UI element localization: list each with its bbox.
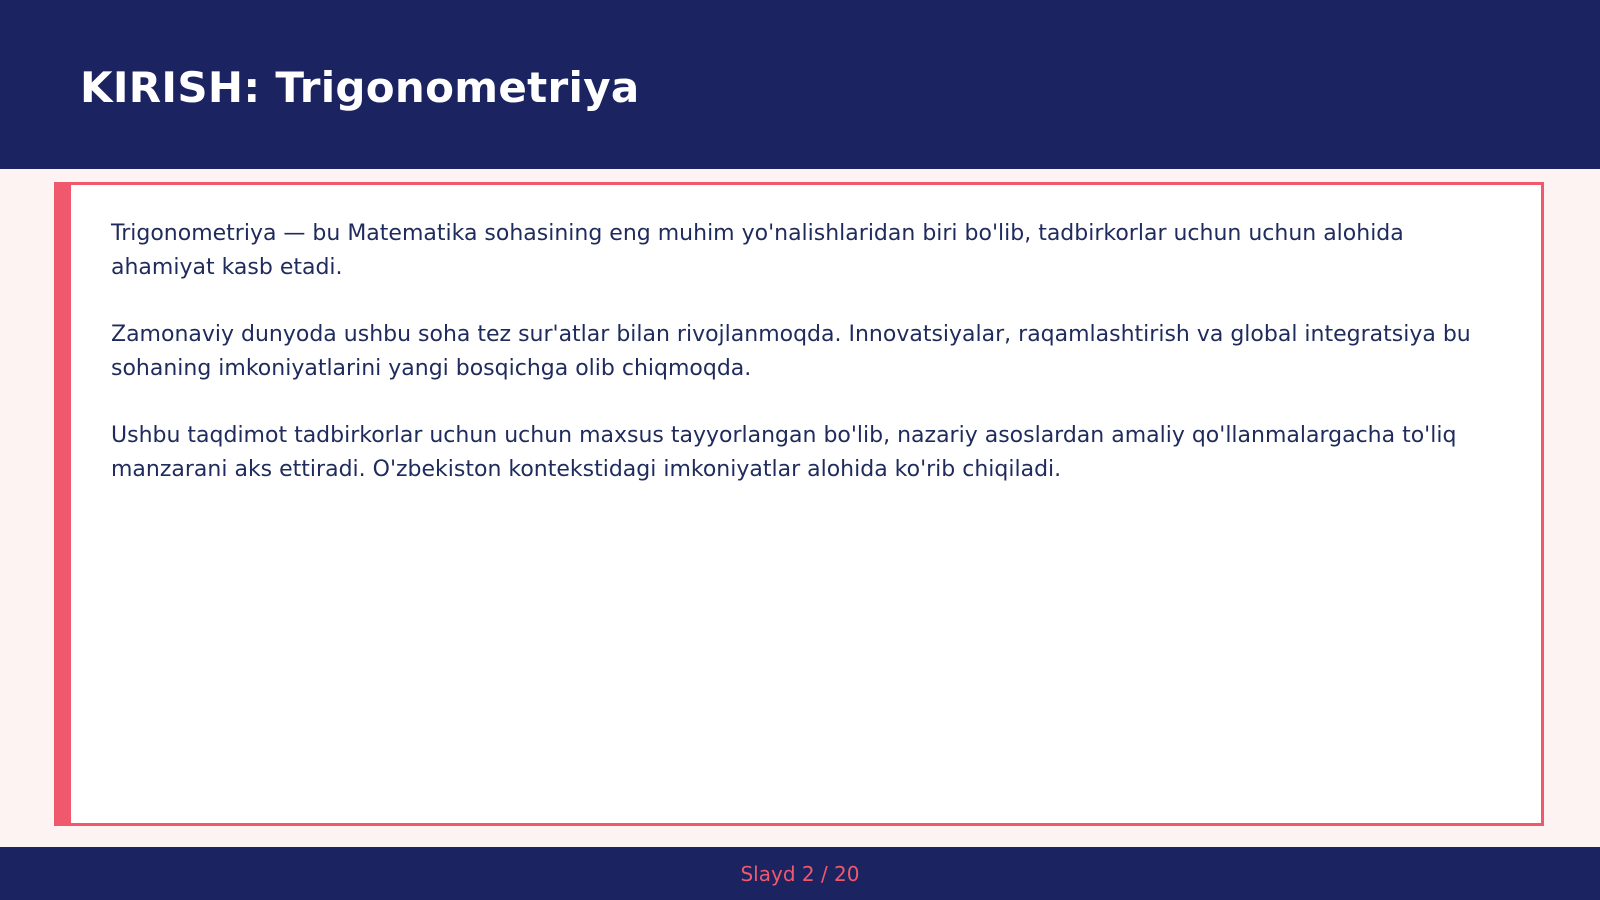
slide-counter: Slayd 2 / 20 xyxy=(740,862,860,886)
content-card xyxy=(54,182,1544,826)
paragraph-intro: Trigonometriya — bu Matematika sohasining eng muhim yo'nalishlaridan biri bo'lib, tadbirkorlar uchun uchun alohida ahamiyat kasb etadi. xyxy=(111,221,1404,280)
paragraph-presentation-purpose: Ushbu taqdimot tadbirkorlar uchun uchun maxsus tayyorlangan bo'lib, nazariy asoslardan amaliy qo'llanmalargacha to'liq manzarani aks ettiradi. O'zbekiston kontekstidagi imkoniyatlar alohida ko'rib chiqiladi. xyxy=(111,423,1457,482)
body-text xyxy=(111,217,1486,520)
slide-header xyxy=(0,0,1600,169)
slide-title: KIRISH: Trigonometriya xyxy=(80,63,640,112)
slide-footer xyxy=(0,847,1600,900)
paragraph-modern-world: Zamonaviy dunyoda ushbu soha tez sur'atlar bilan rivojlanmoqda. Innovatsiyalar, raqamlashtirish va global integratsiya bu sohaning imkoniyatlarini yangi bosqichga olib chiqmoqda. xyxy=(111,322,1471,381)
